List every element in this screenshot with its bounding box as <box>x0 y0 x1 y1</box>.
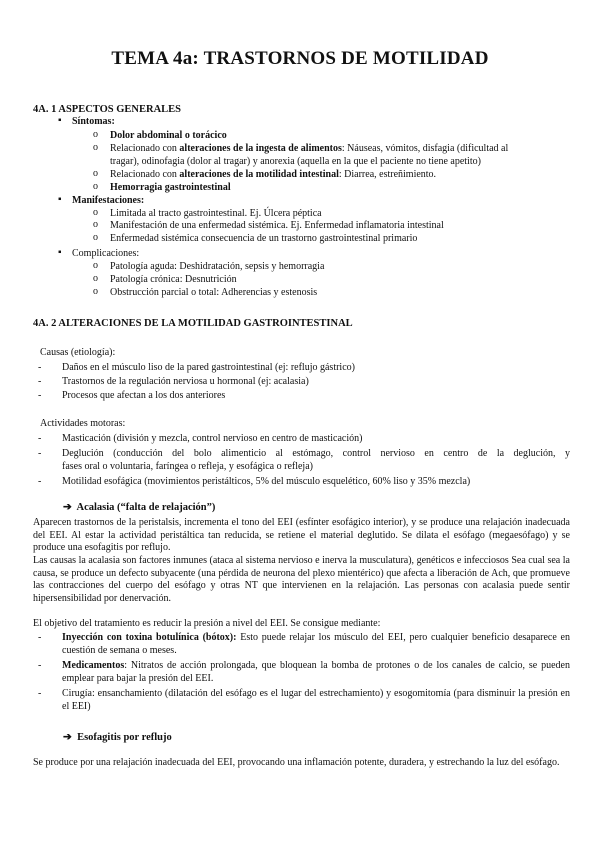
list-item: Dolor abdominal o torácico <box>110 130 227 141</box>
list-item: Manifestación de una enfermedad sistémica. Ej. Enfermedad inflamatoria intestinal <box>110 220 444 231</box>
circle-bullet-icon: o <box>93 286 98 297</box>
dash-bullet-icon: - <box>38 376 42 387</box>
list-item: Relacionado con alteraciones de la ingesta de alimentos: Náuseas, vómitos, disfagia (dificultad al <box>110 143 509 154</box>
arrow-icon: ➔ <box>63 502 72 513</box>
circle-bullet-icon: o <box>93 273 98 284</box>
dash-bullet-icon: - <box>38 448 42 459</box>
circle-bullet-icon: o <box>93 181 98 192</box>
sintomas-label: Síntomas: <box>72 116 115 127</box>
list-item-continuation: fases oral o voluntaria, faríngea o refleja, y esofágica o refleja) <box>62 461 313 472</box>
list-item: Patología crónica: Desnutrición <box>110 274 237 285</box>
list-item: Medicamentos: Nitratos de acción prolongada, que bloquean la bomba de protones o de los canales de calcio, se pueden emplear para bajar la presión del EEI. <box>62 660 570 684</box>
square-bullet-icon: ▪ <box>58 194 62 205</box>
page-title: TEMA 4a: TRASTORNOS DE MOTILIDAD <box>111 48 489 69</box>
list-item: Cirugía: ensanchamiento (dilatación del esófago es el lugar del estrechamiento) y esogomitomía (para disminuir la presión en el EEI) <box>62 688 570 712</box>
section-heading-2: 4A. 2 ALTERACIONES DE LA MOTILIDAD GASTROINTESTINAL <box>33 318 353 329</box>
square-bullet-icon: ▪ <box>58 115 62 126</box>
arrow-icon: ➔ <box>63 732 72 743</box>
causas-label: Causas (etiología): <box>40 347 116 358</box>
list-item: Daños en el músculo liso de la pared gastrointestinal (ej: reflujo gástrico) <box>62 362 355 373</box>
list-item: Deglución (conducción del bolo alimenticio al estómago, control nervioso en centro de la deglución, y <box>62 448 570 459</box>
list-item: Inyección con toxina botulínica (bótox): Esto puede relajar los músculo del EEI, pero cualquier beneficio desaparece en cuestión de semana o meses. <box>62 632 570 656</box>
complicaciones-label: Complicaciones: <box>72 248 140 259</box>
manifestaciones-label: Manifestaciones: <box>72 195 145 206</box>
dash-bullet-icon: - <box>38 362 42 373</box>
circle-bullet-icon: o <box>93 260 98 271</box>
list-item: Procesos que afectan a los dos anteriores <box>62 390 226 401</box>
acalasia-paragraph-2: Las causas la acalasia son factores inmunes (ataca al sistema nervioso e inerva la musculatura), genéticos e infecciosos Sea cual sea la causa, se produce un defecto subyacente (una pérdida de neurona del plexo mientérico) que afecta a liberación de Ach, que promueve las contracciones del cuerpo del esófago y otras NT que intervienen en la relajación. Las personas con acalasia puede sentir hipersensibilidad por denervación. <box>33 555 570 604</box>
list-item: Masticación (división y mezcla, control nervioso en centro de masticación) <box>62 433 363 444</box>
dash-bullet-icon: - <box>38 688 42 699</box>
circle-bullet-icon: o <box>93 168 98 179</box>
list-item: Enfermedad sistémica consecuencia de un trastorno gastrointestinal primario <box>110 233 418 244</box>
list-item: Obstrucción parcial o total: Adherencias y estenosis <box>110 287 318 298</box>
section-heading-1: 4A. 1 ASPECTOS GENERALES <box>33 104 182 115</box>
dash-bullet-icon: - <box>38 660 42 671</box>
list-item: Motilidad esofágica (movimientos peristálticos, 5% del músculo esquelético, 60% liso y 35% mezcla) <box>62 476 471 487</box>
list-item: Relacionado con alteraciones de la motilidad intestinal: Diarrea, estreñimiento. <box>110 169 437 180</box>
esofagitis-heading: ➔ Esofagitis por reflujo <box>63 732 172 743</box>
list-item: Trastornos de la regulación nerviosa u hormonal (ej: acalasia) <box>62 376 309 387</box>
circle-bullet-icon: o <box>93 232 98 243</box>
circle-bullet-icon: o <box>93 219 98 230</box>
circle-bullet-icon: o <box>93 129 98 140</box>
square-bullet-icon: ▪ <box>58 247 62 258</box>
acalasia-heading: ➔ Acalasia (“falta de relajación”) <box>63 502 216 513</box>
esofagitis-paragraph: Se produce por una relajación inadecuada del EEI, provocando una inflamación potente, duradera, y estrechando la luz del esófago. <box>33 757 560 768</box>
dash-bullet-icon: - <box>38 433 42 444</box>
acalasia-paragraph-1: Aparecen trastornos de la peristalsis, incrementa el tono del EEI (esfínter esofágico interior), y se produce una relajación inadecuada del EEI. Al estar la actividad peristáltica tan reducida, se retiene el material deglutido. Se dilata el esófago (megaesófago) y se produce una esofagitis por reflujo. <box>33 517 570 553</box>
acalasia-paragraph-3: El objetivo del tratamiento es reducir la presión a nivel del EEI. Se consigue mediante: <box>33 618 381 629</box>
dash-bullet-icon: - <box>38 476 42 487</box>
actividades-label: Actividades motoras: <box>40 418 126 429</box>
list-item: Patología aguda: Deshidratación, sepsis y hemorragia <box>110 261 325 272</box>
list-item-continuation: tragar), odinofagia (dolor al tragar) y anorexia (aquella en la que el paciente no tiene apetito) <box>110 156 481 167</box>
list-item: Limitada al tracto gastrointestinal. Ej. Úlcera péptica <box>110 208 322 219</box>
circle-bullet-icon: o <box>93 142 98 153</box>
dash-bullet-icon: - <box>38 390 42 401</box>
dash-bullet-icon: - <box>38 632 42 643</box>
circle-bullet-icon: o <box>93 207 98 218</box>
list-item: Hemorragia gastrointestinal <box>110 182 231 193</box>
